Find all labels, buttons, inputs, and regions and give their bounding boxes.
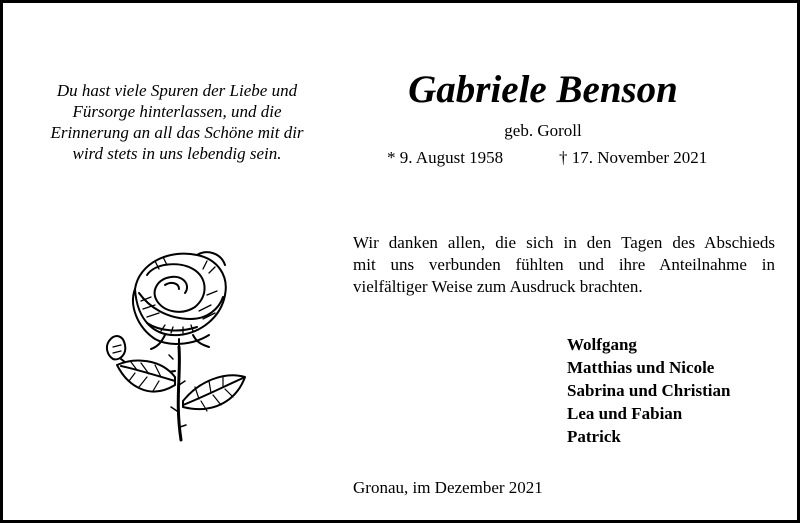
family-member: Lea und Fabian	[567, 404, 683, 423]
memorial-poem	[27, 80, 327, 164]
birth-date: * 9. August 1958	[387, 148, 504, 167]
poem-line: Erinnerung an all das Schöne mit dir	[50, 123, 304, 142]
poem-line: Fürsorge hinterlassen, und die	[72, 102, 282, 121]
family-member: Sabrina und Christian	[567, 381, 731, 400]
deceased-name: Gabriele Benson	[408, 68, 678, 111]
thank-you-text	[353, 232, 775, 298]
thanks-line: mit uns verbunden fühlten und ihre Anteilnahme in	[353, 255, 775, 274]
rose-icon	[95, 235, 265, 445]
maiden-name: geb. Goroll	[504, 121, 582, 140]
thanks-line: vielfältiger Weise zum Ausdruck brachten.	[353, 277, 643, 296]
family-member: Wolfgang	[567, 335, 637, 354]
poem-line: Du hast viele Spuren der Liebe und	[56, 81, 298, 100]
thanks-line: Wir danken allen, die sich in den Tagen des Abschieds	[353, 233, 775, 252]
family-member: Patrick	[567, 427, 621, 446]
place-and-date: Gronau, im Dezember 2021	[353, 478, 543, 497]
family-member: Matthias und Nicole	[567, 358, 715, 377]
poem-line: wird stets in uns lebendig sein.	[72, 144, 282, 163]
family-list	[567, 333, 730, 448]
death-date: † 17. November 2021	[559, 148, 708, 167]
